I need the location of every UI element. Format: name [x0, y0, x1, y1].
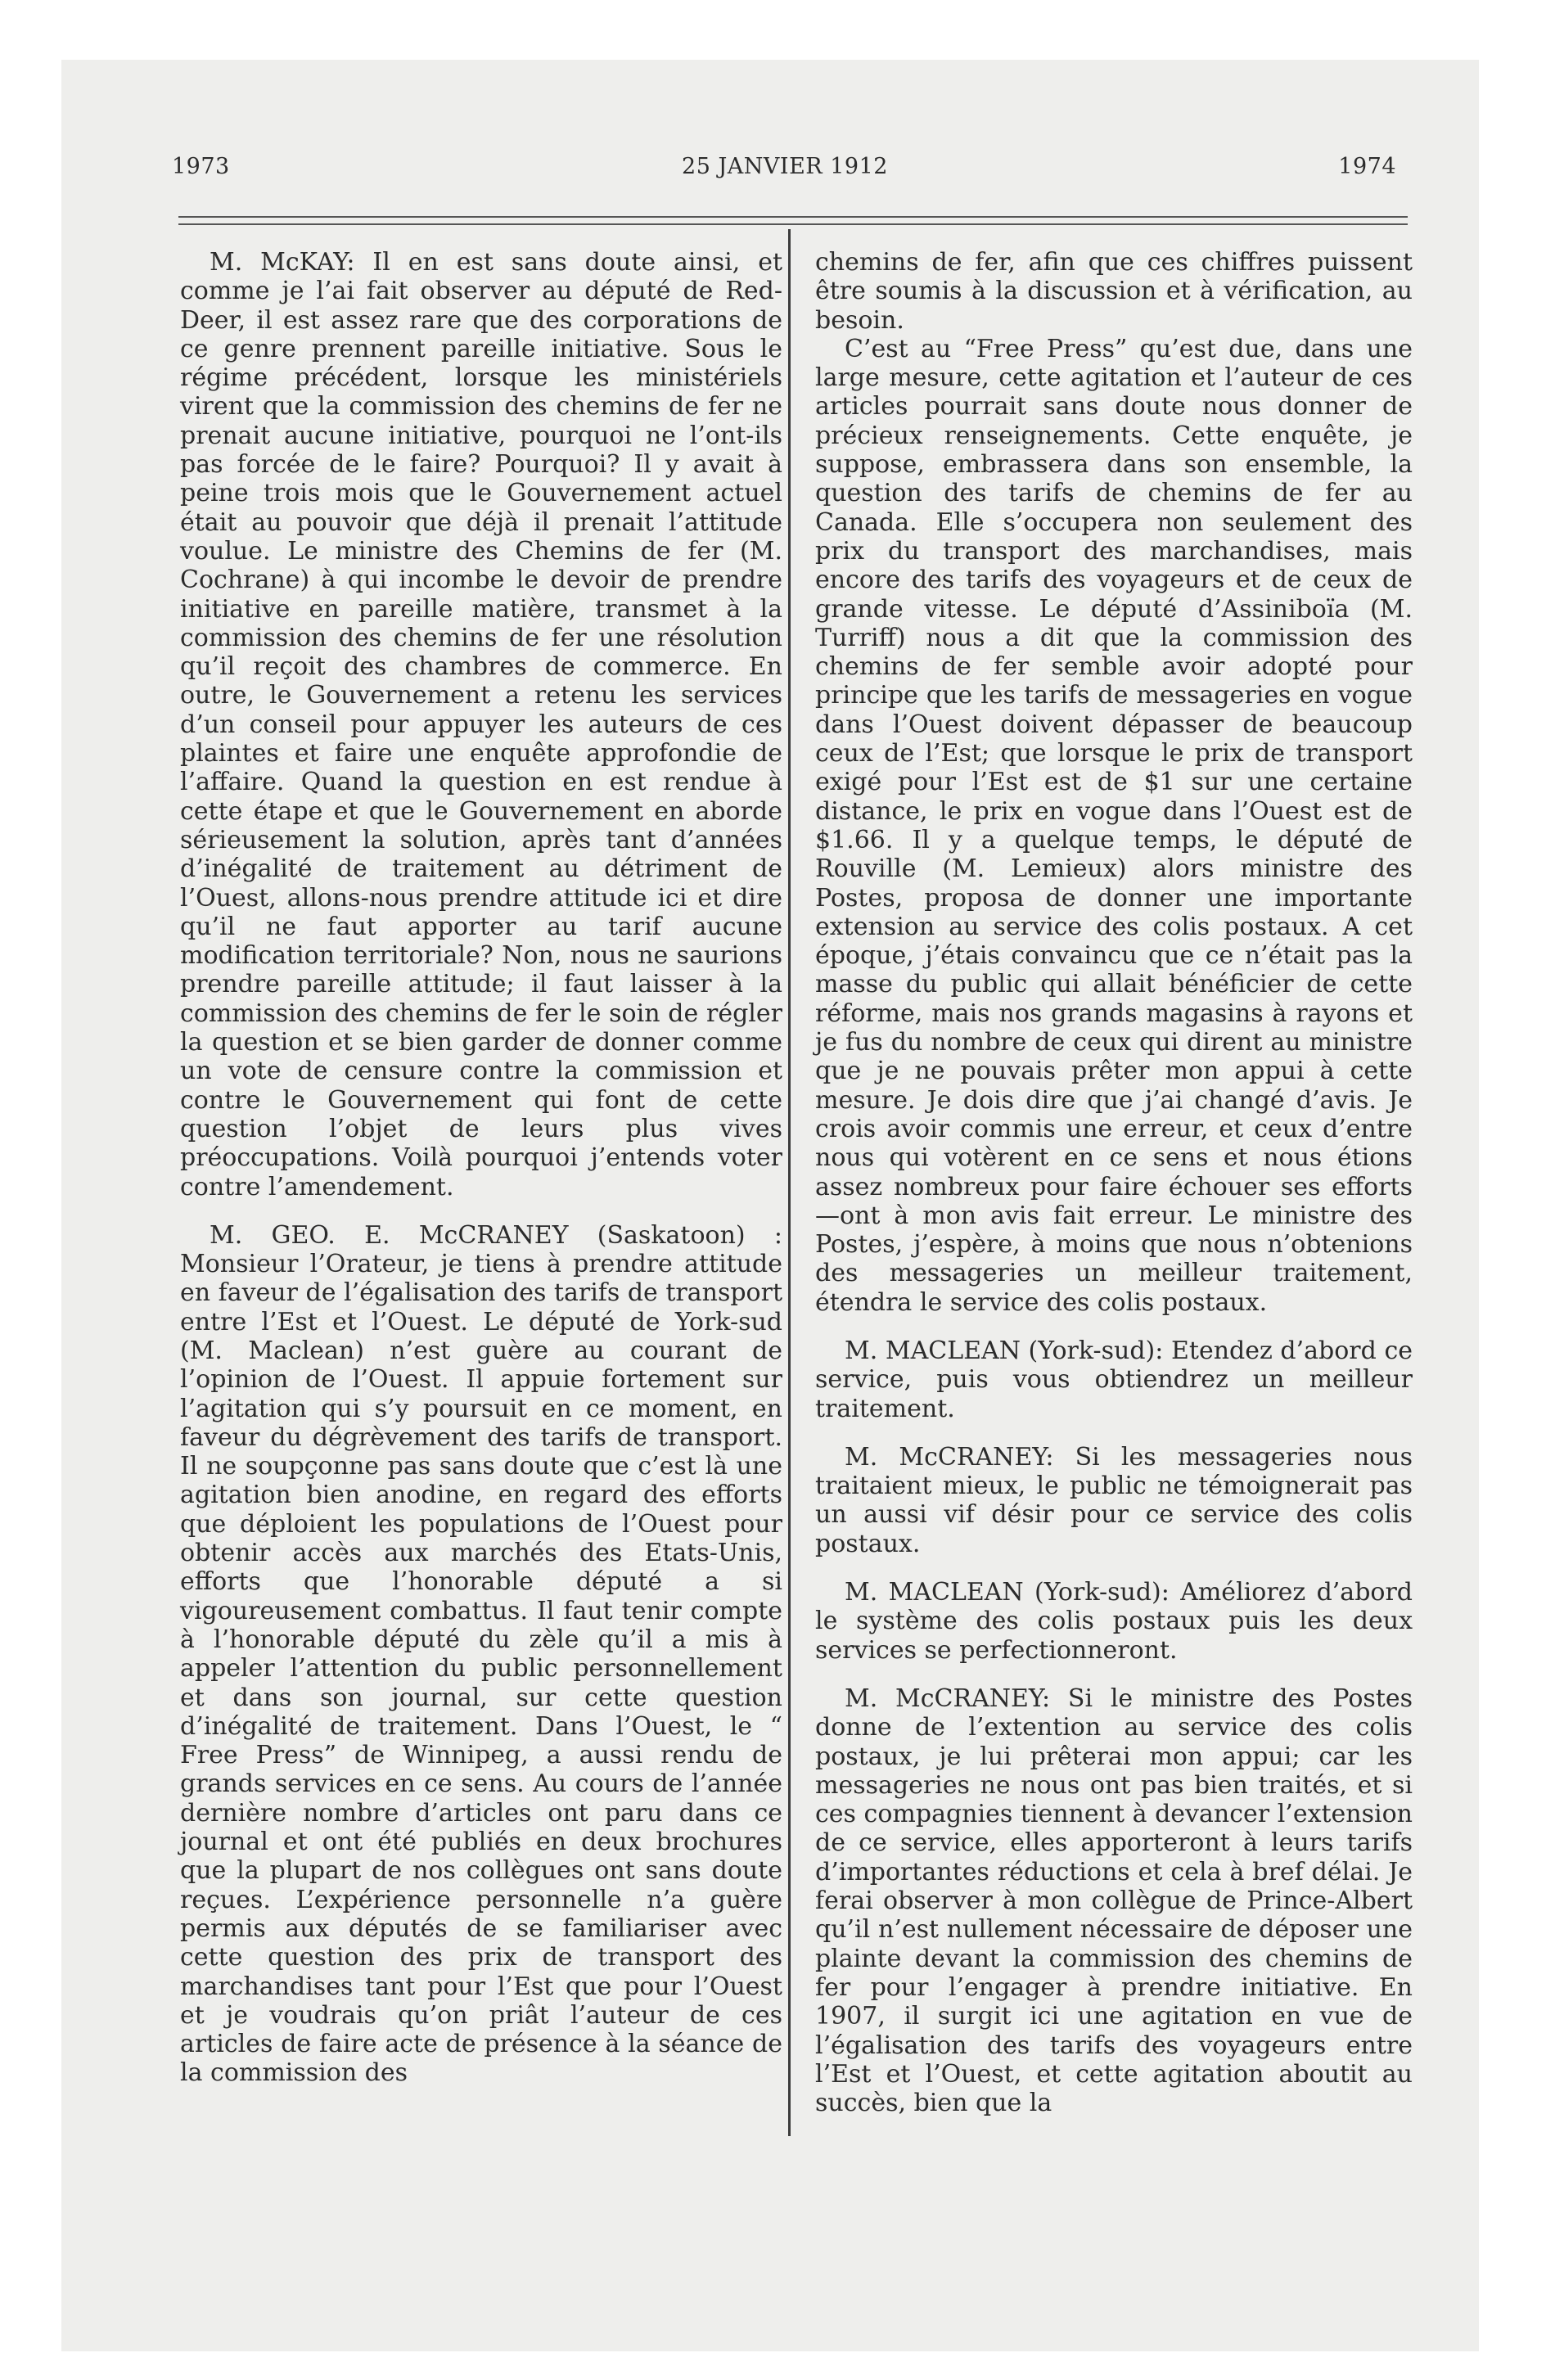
paragraph-continuation: chemins de fer, afin que ces chiffres puissent être soumis à la discussion et à vérification, au besoin. [815, 248, 1413, 335]
left-page-number: 1973 [172, 154, 230, 179]
paragraph-maclean-2: M. MACLEAN (York-sud): Améliorez d’abord le système des colis postaux puis les deux services se perfectionneront. [815, 1578, 1413, 1665]
header-rule-top [178, 216, 1408, 218]
hansard-page [162, 0, 1413, 2380]
column-divider [788, 229, 791, 2136]
paragraph-free-press: C’est au “Free Press” qu’est due, dans une large mesure, cette agitation et l’auteur de ces articles pourrait sans doute nous donner de précieux renseignements. Cette enquête, je suppose, embrassera dans son ensemble, la question des tarifs de chemins de fer au Canada. Elle s’occupera non seulement des prix du transport des marchandises, mais encore des tarifs des voyageurs et de ceux de grande vitesse. Le député d’Assiniboïa (M. Turriff) nous a dit que la commission des chemins de fer semble avoir adopté pour principe que les tarifs de messageries en vogue dans l’Ouest doivent dépasser de beaucoup ceux de l’Est; que lorsque le prix de transport exigé pour l’Est est de $1 sur une certaine distance, le prix en vogue dans l’Ouest est de $1.66. Il y a quelque temps, le député de Rouville (M. Lemieux) alors ministre des Postes, proposa de donner une importante extension au service des colis postaux. A cet époque, j’étais convaincu que ce n’était pas la masse du public qui allait bénéficier de cette réforme, mais nos grands magasins à rayons et je fus du nombre de ceux qui dirent au ministre que je ne pouvais prêter mon appui à cette mesure. Je dois dire que j’ai changé d’avis. Je crois avoir commis une erreur, et ceux d’entre nous qui votèrent en ce sens et nous étions assez nombreux pour faire échouer ses efforts—ont à mon avis fait erreur. Le ministre des Postes, j’espère, à moins que nous n’obtenions des messageries un meilleur traitement, étendra le service des colis postaux. [815, 334, 1413, 1317]
paragraph-mccraney-3: M. McCRANEY: Si le ministre des Postes donne de l’extention au service des colis postaux, je lui prêterai mon appui; car les messageries ne nous ont pas bien traités, et si ces compagnies tiennent à devancer l’extension de ce service, elles apporteront à leurs tarifs d’importantes réductions et cela à bref délai. Je ferai observer à mon collègue de Prince-Albert qu’il n’est nullement nécessaire de déposer une plainte devant la commission des chemins de fer pour l’engager à prendre initiative. En 1907, il surgit ici une agitation en vue de l’égalisation des tarifs des voyageurs entre l’Est et l’Ouest, et cette agitation aboutit au succès, bien que la [815, 1684, 1413, 2118]
paragraph-mckay: M. McKAY: Il en est sans doute ainsi, et comme je l’ai fait observer au député de Red-Deer, il est assez rare que des corporations de ce genre prennent pareille initiative. Sous le régime précédent, lorsque les ministériels virent que la commission des chemins de fer ne prenait aucune initiative, pourquoi ne l’ont-ils pas forcée de le faire? Pourquoi? Il y avait à peine trois mois que le Gouvernement actuel était au pouvoir que déjà il prenait l’attitude voulue. Le ministre des Chemins de fer (M. Cochrane) à qui incombe le devoir de prendre initiative en pareille matière, transmet à la commission des chemins de fer une résolution qu’il reçoit des chambres de commerce. En outre, le Gouvernement a retenu les services d’un conseil pour appuyer les auteurs de ces plaintes et faire une enquête approfondie de l’affaire. Quand la question en est rendue à cette étape et que le Gouvernement en aborde sérieusement la solution, après tant d’années d’inégalité de traitement au détriment de l’Ouest, allons-nous prendre attitude ici et dire qu’il ne faut apporter au tarif aucune modification territoriale? Non, nous ne saurions prendre pareille attitude; il faut laisser à la commission des chemins de fer le soin de régler la question et se bien garder de donner comme un vote de censure contre la commission et contre le Gouvernement qui font de cette question l’objet de leurs plus vives préoccupations. Voilà pourquoi j’entends voter contre l’amendement. [180, 248, 782, 1201]
paragraph-mccraney-2: M. McCRANEY: Si les messageries nous traitaient mieux, le public ne témoignerait pas un aussi vif désir pour ce service des colis postaux. [815, 1442, 1413, 1558]
left-column [180, 248, 782, 2088]
page-date-header: 25 JANVIER 1912 [682, 154, 888, 179]
right-column [815, 248, 1413, 2117]
right-page-number: 1974 [1338, 154, 1396, 179]
paragraph-mccraney-intro: M. GEO. E. McCRANEY (Saskatoon) : Monsieur l’Orateur, je tiens à prendre attitude en faveur de l’égalisation des tarifs de transport entre l’Est et l’Ouest. Le député de York-sud (M. Maclean) n’est guère au courant de l’opinion de l’Ouest. Il appuie fortement sur l’agitation qui s’y poursuit en ce moment, en faveur du dégrèvement des tarifs de transport. Il ne soupçonne pas sans doute que c’est là une agitation bien anodine, en regard des efforts que déploient les populations de l’Ouest pour obtenir accès aux marchés des Etats-Unis, efforts que l’honorable député a si vigoureusement combattus. Il faut tenir compte à l’honorable député du zèle qu’il a mis à appeler l’attention du public personnellement et dans son journal, sur cette question d’inégalité de traitement. Dans l’Ouest, le “ Free Press” de Winnipeg, a aussi rendu de grands services en ce sens. Au cours de l’année dernière nombre d’articles ont paru dans ce journal et ont été publiés en deux brochures que la plupart de nos collègues ont sans doute reçues. L’expérience personnelle n’a guère permis aux députés de se familiariser avec cette question des prix de transport des marchandises tant pour l’Est que pour l’Ouest et je voudrais qu’on priât l’auteur de ces articles de faire acte de présence à la séance de la commission des [180, 1220, 782, 2088]
paragraph-maclean-1: M. MACLEAN (York-sud): Etendez d’abord ce service, puis vous obtiendrez un meilleur traitement. [815, 1336, 1413, 1423]
header-rule-bottom [178, 223, 1408, 225]
